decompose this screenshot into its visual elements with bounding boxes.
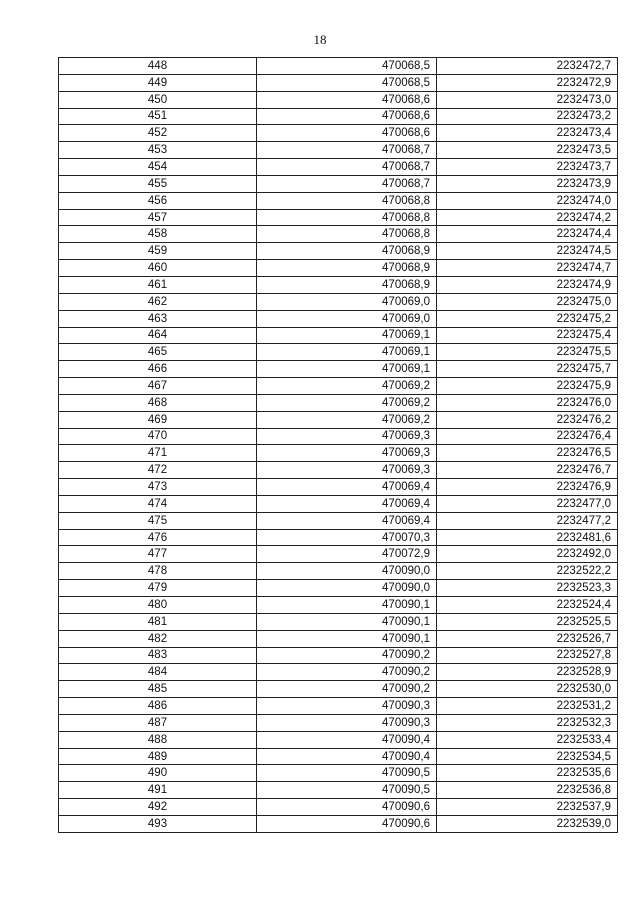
x-coordinate-cell: 470068,6 [257,108,437,125]
y-coordinate-cell: 2232535,6 [437,765,618,782]
table-row [59,159,618,176]
y-coordinate-cell: 2232524,4 [437,597,618,614]
y-coordinate-cell: 2232476,0 [437,394,618,411]
table-row [59,226,618,243]
x-coordinate-cell: 470070,3 [257,529,437,546]
point-number-cell: 473 [59,479,257,496]
x-coordinate-cell: 470068,8 [257,209,437,226]
table-row [59,142,618,159]
point-number-cell: 458 [59,226,257,243]
table-row [59,260,618,277]
y-coordinate-cell: 2232475,4 [437,327,618,344]
point-number-cell: 462 [59,293,257,310]
point-number-cell: 478 [59,563,257,580]
y-coordinate-cell: 2232534,5 [437,748,618,765]
x-coordinate-cell: 470069,0 [257,293,437,310]
point-number-cell: 468 [59,394,257,411]
y-coordinate-cell: 2232476,5 [437,445,618,462]
x-coordinate-cell: 470068,6 [257,125,437,142]
point-number-cell: 453 [59,142,257,159]
y-coordinate-cell: 2232473,7 [437,159,618,176]
y-coordinate-cell: 2232472,7 [437,58,618,75]
x-coordinate-cell: 470090,4 [257,731,437,748]
table-row [59,512,618,529]
y-coordinate-cell: 2232476,2 [437,411,618,428]
table-row [59,580,618,597]
x-coordinate-cell: 470090,5 [257,765,437,782]
x-coordinate-cell: 470068,6 [257,91,437,108]
point-number-cell: 457 [59,209,257,226]
point-number-cell: 465 [59,344,257,361]
table-row [59,276,618,293]
table-row [59,58,618,75]
y-coordinate-cell: 2232474,0 [437,192,618,209]
y-coordinate-cell: 2232528,9 [437,664,618,681]
point-number-cell: 486 [59,698,257,715]
x-coordinate-cell: 470069,1 [257,344,437,361]
y-coordinate-cell: 2232474,4 [437,226,618,243]
point-number-cell: 490 [59,765,257,782]
point-number-cell: 466 [59,361,257,378]
x-coordinate-cell: 470068,8 [257,192,437,209]
point-number-cell: 472 [59,462,257,479]
point-number-cell: 488 [59,731,257,748]
point-number-cell: 456 [59,192,257,209]
table-row [59,664,618,681]
table-row [59,714,618,731]
point-number-cell: 463 [59,310,257,327]
x-coordinate-cell: 470069,1 [257,361,437,378]
table-row [59,445,618,462]
x-coordinate-cell: 470068,9 [257,243,437,260]
x-coordinate-cell: 470090,0 [257,580,437,597]
x-coordinate-cell: 470069,3 [257,428,437,445]
y-coordinate-cell: 2232474,7 [437,260,618,277]
table-row [59,529,618,546]
table-row [59,91,618,108]
y-coordinate-cell: 2232522,2 [437,563,618,580]
table-row [59,546,618,563]
x-coordinate-cell: 470068,7 [257,159,437,176]
y-coordinate-cell: 2232473,5 [437,142,618,159]
table-row [59,361,618,378]
y-coordinate-cell: 2232481,6 [437,529,618,546]
x-coordinate-cell: 470069,4 [257,512,437,529]
point-number-cell: 454 [59,159,257,176]
point-number-cell: 448 [59,58,257,75]
x-coordinate-cell: 470090,2 [257,647,437,664]
x-coordinate-cell: 470069,1 [257,327,437,344]
y-coordinate-cell: 2232475,2 [437,310,618,327]
table-row [59,293,618,310]
x-coordinate-cell: 470090,1 [257,597,437,614]
point-number-cell: 470 [59,428,257,445]
table-row [59,310,618,327]
y-coordinate-cell: 2232523,3 [437,580,618,597]
y-coordinate-cell: 2232532,3 [437,714,618,731]
x-coordinate-cell: 470090,5 [257,782,437,799]
point-number-cell: 485 [59,681,257,698]
point-number-cell: 476 [59,529,257,546]
coordinates-table-wrapper [58,57,617,833]
point-number-cell: 480 [59,597,257,614]
x-coordinate-cell: 470068,7 [257,175,437,192]
x-coordinate-cell: 470069,4 [257,479,437,496]
table-row [59,698,618,715]
x-coordinate-cell: 470068,5 [257,74,437,91]
table-row [59,495,618,512]
table-row [59,394,618,411]
x-coordinate-cell: 470068,8 [257,226,437,243]
y-coordinate-cell: 2232475,0 [437,293,618,310]
y-coordinate-cell: 2232475,7 [437,361,618,378]
table-row [59,681,618,698]
table-row [59,731,618,748]
x-coordinate-cell: 470068,9 [257,260,437,277]
table-row [59,344,618,361]
x-coordinate-cell: 470090,3 [257,698,437,715]
y-coordinate-cell: 2232474,9 [437,276,618,293]
y-coordinate-cell: 2232473,0 [437,91,618,108]
point-number-cell: 455 [59,175,257,192]
page-number: 18 [313,32,327,47]
table-row [59,175,618,192]
x-coordinate-cell: 470090,0 [257,563,437,580]
table-row [59,748,618,765]
point-number-cell: 461 [59,276,257,293]
table-row [59,479,618,496]
table-row [59,597,618,614]
x-coordinate-cell: 470072,9 [257,546,437,563]
table-row [59,411,618,428]
point-number-cell: 484 [59,664,257,681]
x-coordinate-cell: 470090,6 [257,815,437,832]
point-number-cell: 474 [59,495,257,512]
point-number-cell: 481 [59,613,257,630]
table-row [59,192,618,209]
y-coordinate-cell: 2232525,5 [437,613,618,630]
table-row [59,563,618,580]
point-number-cell: 460 [59,260,257,277]
x-coordinate-cell: 470090,2 [257,664,437,681]
coordinates-table-body [59,58,618,833]
table-row [59,647,618,664]
x-coordinate-cell: 470069,3 [257,462,437,479]
table-row [59,815,618,832]
x-coordinate-cell: 470069,0 [257,310,437,327]
y-coordinate-cell: 2232476,7 [437,462,618,479]
point-number-cell: 493 [59,815,257,832]
x-coordinate-cell: 470068,9 [257,276,437,293]
table-row [59,799,618,816]
point-number-cell: 492 [59,799,257,816]
y-coordinate-cell: 2232526,7 [437,630,618,647]
table-row [59,108,618,125]
point-number-cell: 477 [59,546,257,563]
point-number-cell: 489 [59,748,257,765]
point-number-cell: 449 [59,74,257,91]
point-number-cell: 483 [59,647,257,664]
point-number-cell: 487 [59,714,257,731]
y-coordinate-cell: 2232537,9 [437,799,618,816]
point-number-cell: 452 [59,125,257,142]
point-number-cell: 475 [59,512,257,529]
table-row [59,378,618,395]
coordinates-table [58,57,618,833]
y-coordinate-cell: 2232477,0 [437,495,618,512]
x-coordinate-cell: 470090,6 [257,799,437,816]
y-coordinate-cell: 2232533,4 [437,731,618,748]
point-number-cell: 491 [59,782,257,799]
table-row [59,327,618,344]
x-coordinate-cell: 470069,2 [257,394,437,411]
table-row [59,630,618,647]
table-row [59,209,618,226]
y-coordinate-cell: 2232473,4 [437,125,618,142]
x-coordinate-cell: 470069,4 [257,495,437,512]
x-coordinate-cell: 470090,2 [257,681,437,698]
y-coordinate-cell: 2232474,2 [437,209,618,226]
table-row [59,125,618,142]
y-coordinate-cell: 2232477,2 [437,512,618,529]
y-coordinate-cell: 2232527,8 [437,647,618,664]
point-number-cell: 464 [59,327,257,344]
point-number-cell: 482 [59,630,257,647]
y-coordinate-cell: 2232536,8 [437,782,618,799]
x-coordinate-cell: 470090,1 [257,613,437,630]
y-coordinate-cell: 2232473,2 [437,108,618,125]
y-coordinate-cell: 2232476,4 [437,428,618,445]
x-coordinate-cell: 470090,4 [257,748,437,765]
y-coordinate-cell: 2232539,0 [437,815,618,832]
table-row [59,74,618,91]
y-coordinate-cell: 2232475,9 [437,378,618,395]
y-coordinate-cell: 2232473,9 [437,175,618,192]
point-number-cell: 471 [59,445,257,462]
table-row [59,782,618,799]
point-number-cell: 469 [59,411,257,428]
x-coordinate-cell: 470090,3 [257,714,437,731]
y-coordinate-cell: 2232474,5 [437,243,618,260]
point-number-cell: 450 [59,91,257,108]
table-row [59,613,618,630]
y-coordinate-cell: 2232530,0 [437,681,618,698]
x-coordinate-cell: 470069,2 [257,378,437,395]
x-coordinate-cell: 470069,3 [257,445,437,462]
point-number-cell: 459 [59,243,257,260]
table-row [59,462,618,479]
table-row [59,243,618,260]
point-number-cell: 451 [59,108,257,125]
x-coordinate-cell: 470068,7 [257,142,437,159]
x-coordinate-cell: 470069,2 [257,411,437,428]
table-row [59,428,618,445]
y-coordinate-cell: 2232476,9 [437,479,618,496]
table-row [59,765,618,782]
y-coordinate-cell: 2232475,5 [437,344,618,361]
y-coordinate-cell: 2232492,0 [437,546,618,563]
point-number-cell: 467 [59,378,257,395]
y-coordinate-cell: 2232472,9 [437,74,618,91]
point-number-cell: 479 [59,580,257,597]
x-coordinate-cell: 470068,5 [257,58,437,75]
y-coordinate-cell: 2232531,2 [437,698,618,715]
x-coordinate-cell: 470090,1 [257,630,437,647]
